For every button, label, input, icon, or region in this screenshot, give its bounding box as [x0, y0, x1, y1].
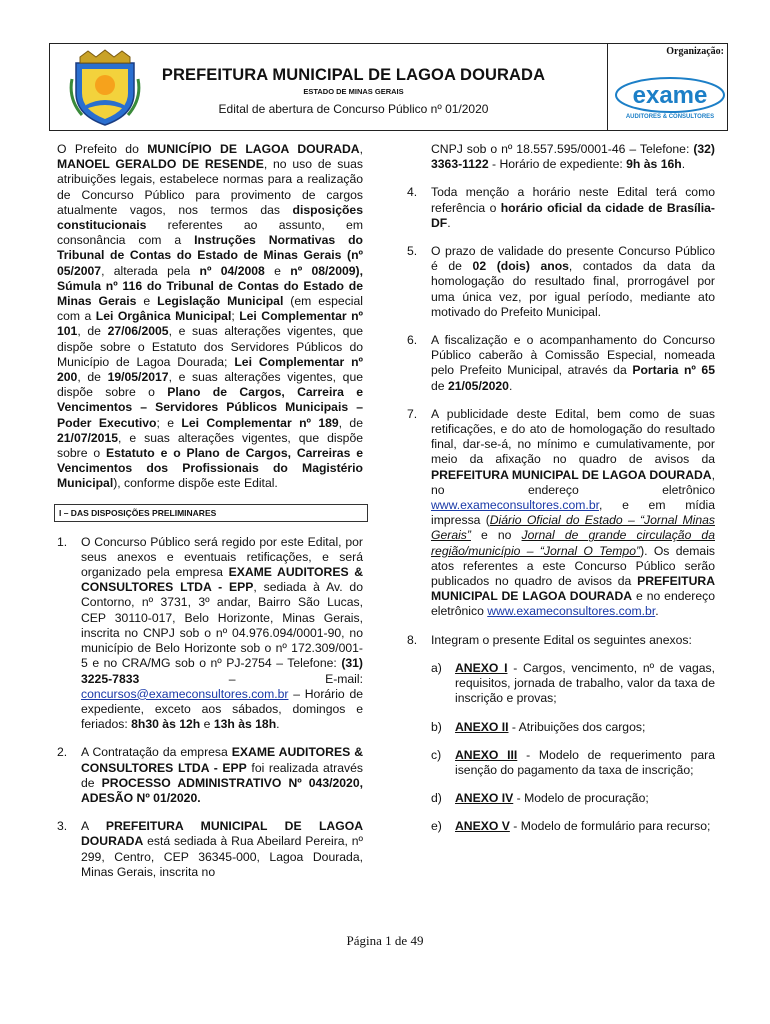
bold-text: 21/05/2020 — [447, 378, 509, 393]
text-run: , e em mídia impressa ( — [431, 498, 715, 528]
annex-letter: e) — [431, 819, 442, 834]
text-run: e no — [470, 528, 522, 543]
intro-paragraph — [57, 142, 363, 492]
annex-description: - Modelo de procuração; — [513, 791, 649, 806]
text-run: ; — [231, 309, 240, 324]
annex-item — [431, 748, 715, 778]
text-run: e no endereço eletrônico — [431, 589, 715, 619]
bold-text: 13h às 18h — [213, 717, 277, 732]
text-run: e — [264, 263, 291, 278]
text-run: e — [136, 294, 158, 309]
text-run: , — [359, 142, 363, 156]
bold-text: 19/05/2017 — [107, 370, 169, 385]
bold-text: 8h30 às 12h — [131, 717, 201, 732]
item-number: 7. — [407, 406, 418, 421]
item-number: 1. — [57, 534, 68, 549]
text-run: de — [431, 378, 448, 393]
annex-letter: b) — [431, 719, 442, 734]
text-run: , de — [338, 415, 363, 430]
text-run: ; e — [156, 415, 182, 430]
annex-list — [407, 661, 715, 835]
text-run: (em especial com a — [57, 294, 363, 324]
annex-description: - Atribuições dos cargos; — [508, 719, 646, 734]
annex-description: - Modelo de formulário para recurso; — [509, 819, 711, 834]
text-run: , e suas alterações vigentes, que dispõe sobre o Estatuto dos Servidores Públicos do Município de Lagoa Dourada; — [57, 324, 363, 369]
bold-text: MUNICÍPIO DE LAGOA DOURADA — [147, 142, 360, 156]
list-item — [407, 407, 715, 620]
text-run: O prazo de validade do presente Concurso Público é de — [431, 244, 715, 274]
bold-text: Lei Complementar nº 101 — [57, 309, 363, 339]
bold-text: 9h às 16h — [626, 157, 682, 172]
bold-text: MANOEL GERALDO DE RESENDE — [57, 157, 264, 172]
right-items-list — [407, 185, 715, 647]
left-column — [57, 142, 363, 880]
text-run: ), conforme dispõe este Edital. — [113, 476, 278, 491]
document-header — [49, 43, 728, 131]
text-run: . — [655, 604, 659, 619]
bold-text: Instruções Normativas do Tribunal de Contas do Estado de Minas Gerais (nº 05/2007 — [57, 233, 363, 278]
bold-text: EXAME AUDITORES & CONSULTORES LTDA - EPP — [81, 745, 363, 775]
text-run: A Contratação da empresa — [81, 745, 232, 760]
text-run: A publicidade deste Edital, bem como de suas retificações, e do ato de homologação do resultado final, dar-se-á, no mínimo e cumulativamente, por meio da afixação no quadro de avisos da — [431, 406, 715, 467]
organization-label: Organização: — [666, 46, 724, 57]
text-run: , e suas alterações vigentes, que dispõe sobre o — [57, 430, 363, 461]
newspaper-name: Jornal de grande circulação da região/município – “Jornal O Tempo” — [431, 528, 715, 558]
item-number: 6. — [407, 333, 418, 348]
bold-text: Lei Complementar nº 200 — [57, 354, 363, 385]
annex-item — [431, 819, 715, 834]
text-run: ). Os demais atos referentes a este Concurso Público serão publicados no quadro de avisos da — [431, 543, 715, 589]
bold-text: Legislação Municipal — [157, 294, 284, 309]
bold-text: disposições constitucionais — [57, 202, 363, 233]
list-item — [57, 535, 363, 733]
logo-tagline: AUDITORES & CONSULTORES — [625, 114, 715, 120]
annex-label: ANEXO IV — [455, 791, 514, 806]
text-run: – Horário de expediente, exceto aos sábados, domingos e feriados: — [81, 686, 363, 732]
text-run: foi realizada através de — [81, 760, 363, 790]
text-run: , no uso de suas atribuições legais, estabelece normas para a realização de Concurso Público para provimento de cargos atualmente vagos, nos termos das — [57, 157, 363, 217]
bold-text: nº 04/2008 — [199, 263, 265, 278]
bold-text: 27/06/2005 — [107, 324, 169, 339]
list-item — [407, 333, 715, 394]
bold-text: PREFEITURA MUNICIPAL DE LAGOA DOURADA — [431, 467, 712, 482]
text-run: , no endereço eletrônico — [431, 467, 715, 497]
bold-text: (31) 3225-7833 — [81, 656, 363, 686]
list-item — [57, 819, 363, 880]
text-run: . — [447, 215, 451, 230]
page-title: PREFEITURA MUNICIPAL DE LAGOA DOURADA — [161, 66, 546, 84]
edital-title: Edital de abertura de Concurso Público nº 01/2020 — [218, 102, 489, 116]
page-number: Página 1 de 49 — [346, 933, 424, 948]
text-run: Integram o presente Edital os seguintes anexos: — [431, 632, 692, 647]
list-item — [57, 745, 363, 806]
bold-text: 02 (dois) anos — [472, 259, 569, 274]
text-run: A fiscalização e o acompanhamento do Concurso Público caberão à Comissão Especial, nomeada pelo Prefeito Municipal, através da — [431, 333, 715, 378]
item-number: 5. — [407, 244, 418, 259]
text-run: está sediada à Rua Abeilard Pereira, nº 299, Centro, CEP 36345-000, Lagoa Dourada, Minas Gerais, inscrita no — [81, 834, 363, 879]
text-run: , de — [77, 324, 108, 339]
right-column — [407, 142, 715, 835]
text-run: – E-mail: — [139, 671, 363, 686]
list-item — [407, 244, 715, 320]
item-number: 8. — [407, 632, 418, 647]
bold-text: horário oficial da cidade de Brasília-DF — [431, 200, 715, 230]
bold-text: PREFEITURA MUNICIPAL DE LAGOA DOURADA — [431, 574, 715, 604]
state-subtitle: ESTADO DE MINAS GERAIS — [303, 87, 404, 96]
annex-description: - Modelo de requerimento para isenção do pagamento da taxa de inscrição; — [455, 747, 715, 777]
text-run: - Horário de expediente: — [488, 157, 627, 172]
section-title: I – DAS DISPOSIÇÕES PRELIMINARES — [54, 504, 368, 522]
link[interactable]: www.exameconsultores.com.br — [487, 604, 656, 619]
annex-label: ANEXO II — [455, 719, 509, 734]
organization-box — [607, 43, 730, 131]
left-items-list — [57, 535, 363, 880]
bold-text: Estatuto e o Plano de Cargos, Carreiras e Vencimentos dos Profissionais do Magistério Municipal — [57, 446, 363, 491]
bold-text: Portaria nº 65 — [632, 363, 715, 378]
text-run: O Prefeito do — [57, 142, 148, 156]
text-run: , contados da data da homologação do resultado final, prorrogável por uma única vez, por igual período, mediante ato motivado do Prefeito Municipal. — [431, 259, 716, 319]
annex-label: ANEXO III — [455, 747, 518, 762]
bold-text: PROCESSO ADMINISTRATIVO Nº 043/2020, ADESÃO Nº 01/2020. — [81, 775, 363, 805]
text-run: CNPJ sob o nº 18.557.595/0001-46 – Telefone: — [431, 142, 694, 156]
link[interactable]: concursos@exameconsultores.com.br — [81, 686, 289, 701]
text-run: , de — [77, 370, 108, 385]
exame-logo — [614, 73, 726, 121]
bold-text: 21/07/2015 — [57, 430, 118, 445]
logo-text: exame — [632, 82, 708, 109]
item-number: 2. — [57, 745, 68, 760]
annex-letter: a) — [431, 660, 442, 675]
item-number: 4. — [407, 185, 418, 200]
bold-text: PREFEITURA MUNICIPAL DE LAGOA DOURADA — [81, 819, 363, 849]
item-continuation — [407, 142, 715, 172]
bold-text: Plano de Cargos, Carreira e Vencimentos – Servidores Públicos Municipais – Poder Executivo — [57, 385, 363, 430]
annex-label: ANEXO V — [455, 819, 510, 834]
text-run: . — [276, 717, 280, 732]
text-run: . — [508, 378, 513, 393]
bold-text: Lei Orgânica Municipal — [95, 309, 232, 324]
annex-item — [431, 791, 715, 806]
bold-text: EXAME AUDITORES & CONSULTORES LTDA - EPP — [81, 565, 363, 595]
item-number: 3. — [57, 819, 68, 834]
text-run: e — [200, 717, 214, 732]
text-run: , sediada à Av. do Contorno, nº 3731, 3º andar, Bairro São Lucas, CEP 30110-017, Belo Horizonte, Minas Gerais, inscrita no CNPJ sob o nº 04.976.094/0001-90, no município de Belo Horizonte sob o nº 172.309/001-5 e no CRA/MG sob o nº PJ-2754 – Telefone: — [81, 580, 363, 671]
annex-item — [431, 661, 715, 707]
annex-letter: c) — [431, 747, 442, 762]
text-run: , alterada pela — [101, 263, 200, 278]
text-run: , e suas alterações vigentes, que dispõe sobre o — [57, 370, 363, 400]
text-run: referentes ao assunto, em consonância com a — [57, 218, 363, 248]
link[interactable]: www.exameconsultores.com.br — [431, 498, 599, 513]
annex-description: - Cargos, vencimento, nº de vagas, requisitos, jornada de trabalho, valor da taxa de inscrição e provas; — [455, 660, 715, 706]
list-item — [407, 633, 715, 648]
bold-text: (32) 3363-1122 — [431, 142, 715, 172]
newspaper-name: Diário Oficial do Estado – “Jornal Minas Gerais” — [431, 513, 715, 543]
list-item — [407, 185, 715, 231]
text-run: . — [681, 157, 686, 172]
annex-label: ANEXO I — [455, 660, 508, 675]
annex-item — [431, 720, 715, 735]
annex-letter: d) — [431, 791, 442, 806]
bold-text: Lei Complementar nº 189 — [181, 415, 339, 430]
bold-text: nº 08/2009), Súmula nº 116 do Tribunal de Contas do Estado de Minas Gerais — [57, 263, 363, 309]
text-run: Toda menção a horário neste Edital terá como referência o — [431, 185, 715, 215]
text-run: O Concurso Público será regido por este Edital, por seus anexos e eventuais retificações, e será organizado pela empresa — [81, 534, 363, 580]
text-run: A — [81, 819, 106, 834]
